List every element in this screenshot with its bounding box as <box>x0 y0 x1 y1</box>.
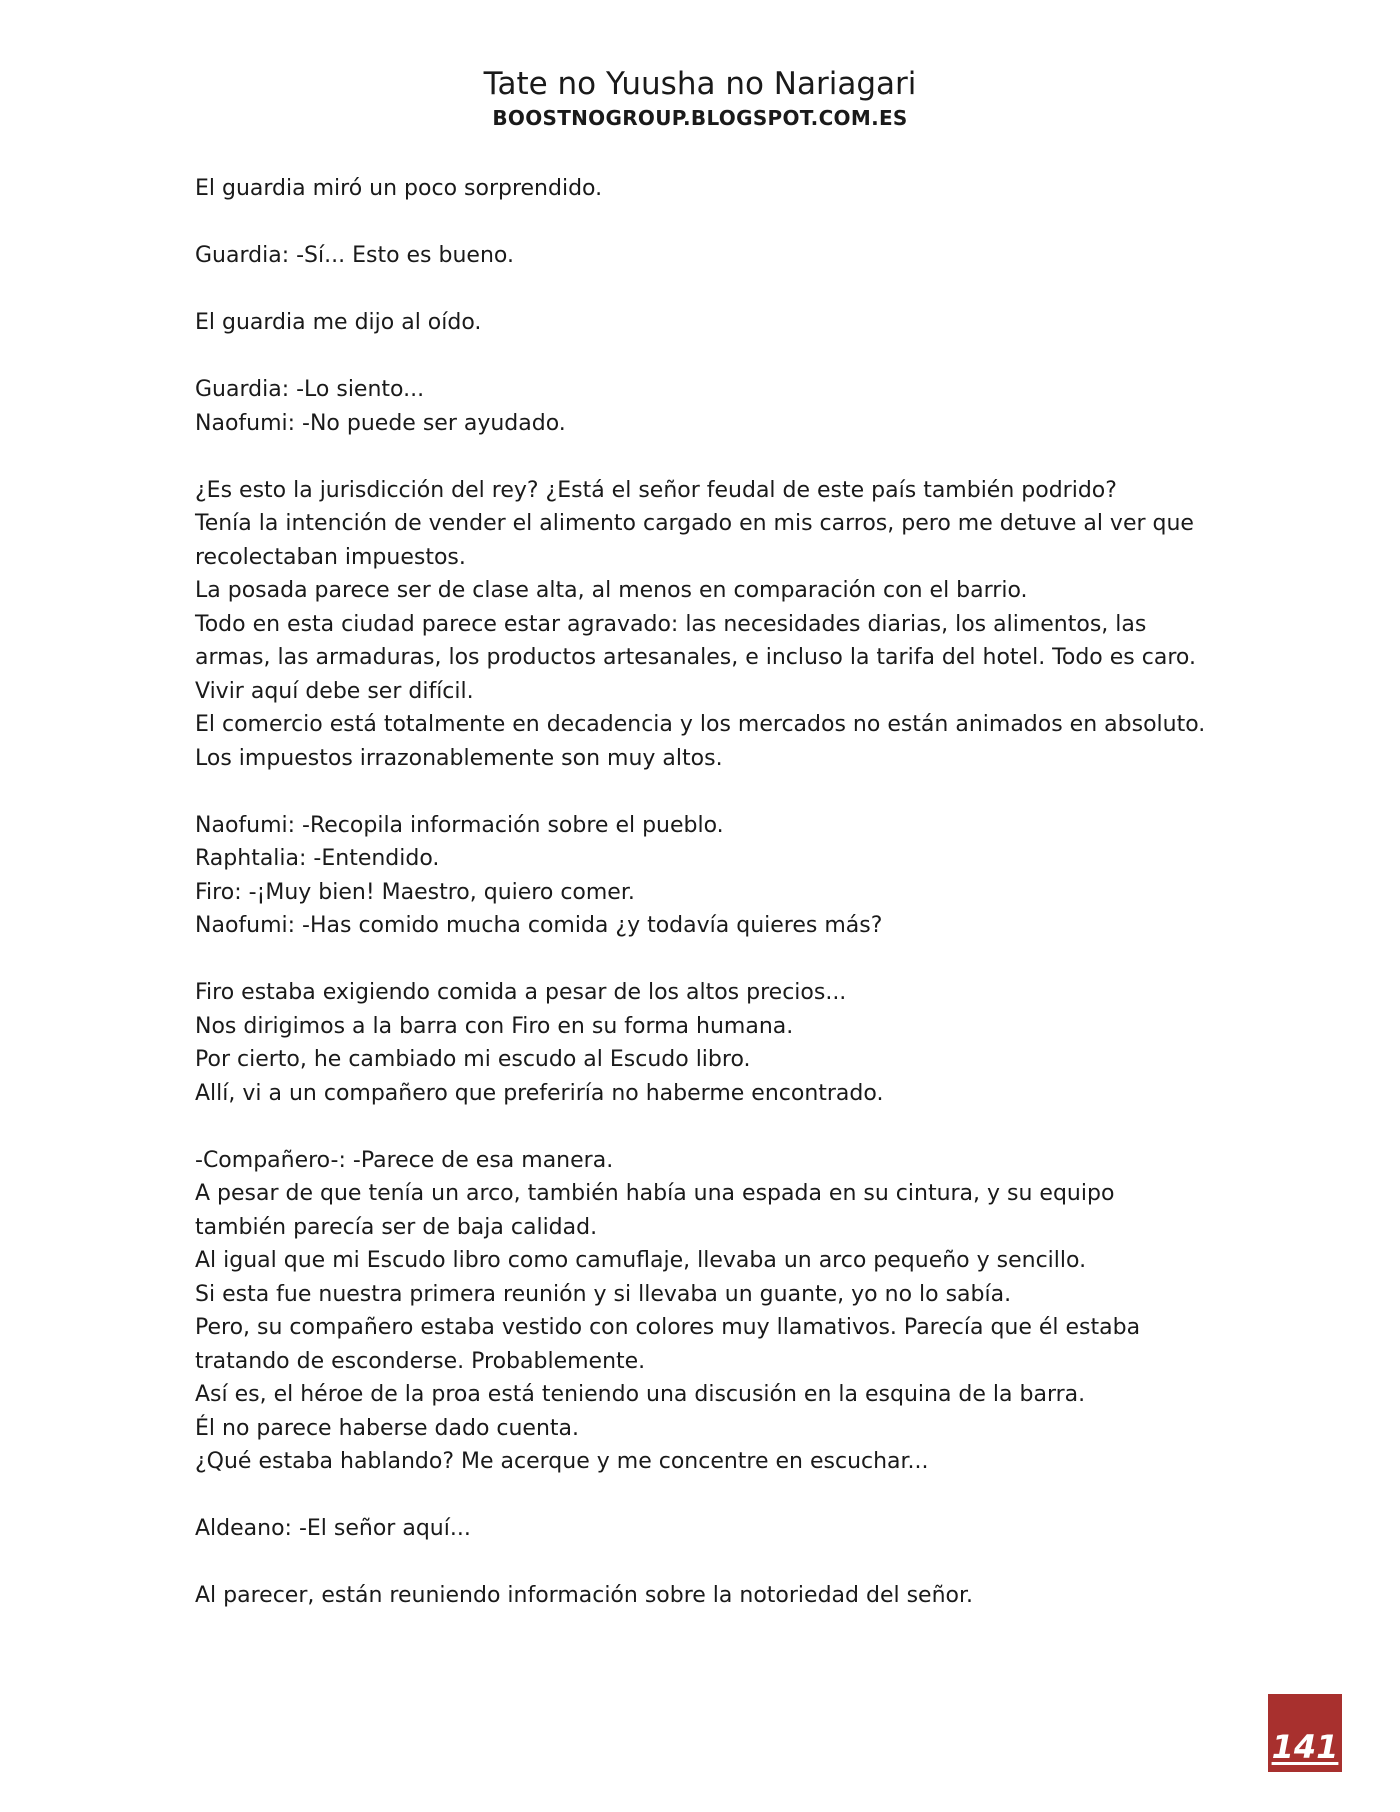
text-line: también parecía ser de baja calidad. <box>195 1214 598 1240</box>
text-line: Guardia: -Lo siento... <box>195 377 425 402</box>
paragraph <box>195 1144 1255 1479</box>
text-line: recolectaban impuestos. <box>195 544 466 570</box>
text-line: ¿Es esto la jurisdicción del rey? ¿Está el señor feudal de este país también podrido? <box>195 477 1117 503</box>
text-line: Naofumi: -No puede ser ayudado. <box>195 410 566 436</box>
text-line: Así es, el héroe de la proa está teniendo una discusión en la esquina de la barra. <box>195 1382 1086 1407</box>
text-line: armas, las armaduras, los productos artesanales, e incluso la tarifa del hotel. Todo es caro. <box>195 645 1196 670</box>
text-line: ¿Qué estaba hablando? Me acerque y me concentre en escuchar... <box>195 1449 929 1474</box>
text-line: Aldeano: -El señor aquí... <box>195 1516 471 1541</box>
paragraph <box>195 239 1255 273</box>
text-line: Tenía la intención de vender el alimento cargado en mis carros, pero me detuve al ver que <box>195 511 1194 536</box>
text-line: -Compañero-: -Parece de esa manera. <box>195 1147 614 1173</box>
text-line: Raphtalia: -Entendido. <box>195 846 440 871</box>
text-line: Firo estaba exigiendo comida a pesar de los altos precios... <box>195 980 847 1005</box>
text-line: El guardia me dijo al oído. <box>195 310 482 335</box>
paragraph <box>195 373 1255 440</box>
paragraph <box>195 1512 1255 1546</box>
text-line: Naofumi: -Has comido mucha comida ¿y todavía quieres más? <box>195 913 883 938</box>
text-line: tratando de esconderse. Probablemente. <box>195 1348 646 1374</box>
source-site: BOOSTNOGROUP.BLOGSPOT.COM.ES <box>492 106 908 130</box>
text-line: Todo en esta ciudad parece estar agravado: las necesidades diarias, los alimentos, las <box>195 611 1147 637</box>
body-text <box>195 172 1255 1646</box>
text-line: Firo: -¡Muy bien! Maestro, quiero comer. <box>195 879 635 905</box>
text-line: Al parecer, están reuniendo información sobre la notoriedad del señor. <box>195 1583 974 1608</box>
text-line: Naofumi: -Recopila información sobre el pueblo. <box>195 812 724 838</box>
paragraph <box>195 809 1255 943</box>
text-line: Allí, vi a un compañero que preferiría no haberme encontrado. <box>195 1080 884 1106</box>
document-title: Tate no Yuusha no Nariagari <box>483 66 917 102</box>
text-line: Nos dirigimos a la barra con Firo en su forma humana. <box>195 1013 794 1039</box>
paragraph <box>195 172 1255 206</box>
text-line: El comercio está totalmente en decadencia y los mercados no están animados en absoluto. <box>195 712 1206 737</box>
text-line: Por cierto, he cambiado mi escudo al Escudo libro. <box>195 1047 751 1072</box>
page-header <box>0 64 1400 132</box>
text-line: Los impuestos irrazonablemente son muy altos. <box>195 745 723 771</box>
paragraph <box>195 306 1255 340</box>
paragraph <box>195 474 1255 776</box>
text-line: Al igual que mi Escudo libro como camuflaje, llevaba un arco pequeño y sencillo. <box>195 1248 1087 1273</box>
paragraph <box>195 976 1255 1110</box>
text-line: Guardia: -Sí... Esto es bueno. <box>195 243 514 268</box>
text-line: El guardia miró un poco sorprendido. <box>195 176 603 201</box>
text-line: A pesar de que tenía un arco, también había una espada en su cintura, y su equipo <box>195 1181 1115 1206</box>
text-line: Si esta fue nuestra primera reunión y si llevaba un guante, yo no lo sabía. <box>195 1281 1012 1307</box>
text-line: La posada parece ser de clase alta, al menos en comparación con el barrio. <box>195 578 1028 603</box>
page-number-badge: 141 <box>1268 1694 1342 1772</box>
text-line: Él no parece haberse dado cuenta. <box>195 1415 580 1441</box>
text-line: Vivir aquí debe ser difícil. <box>195 678 474 704</box>
text-line: Pero, su compañero estaba vestido con colores muy llamativos. Parecía que él estaba <box>195 1315 1141 1340</box>
paragraph <box>195 1579 1255 1613</box>
